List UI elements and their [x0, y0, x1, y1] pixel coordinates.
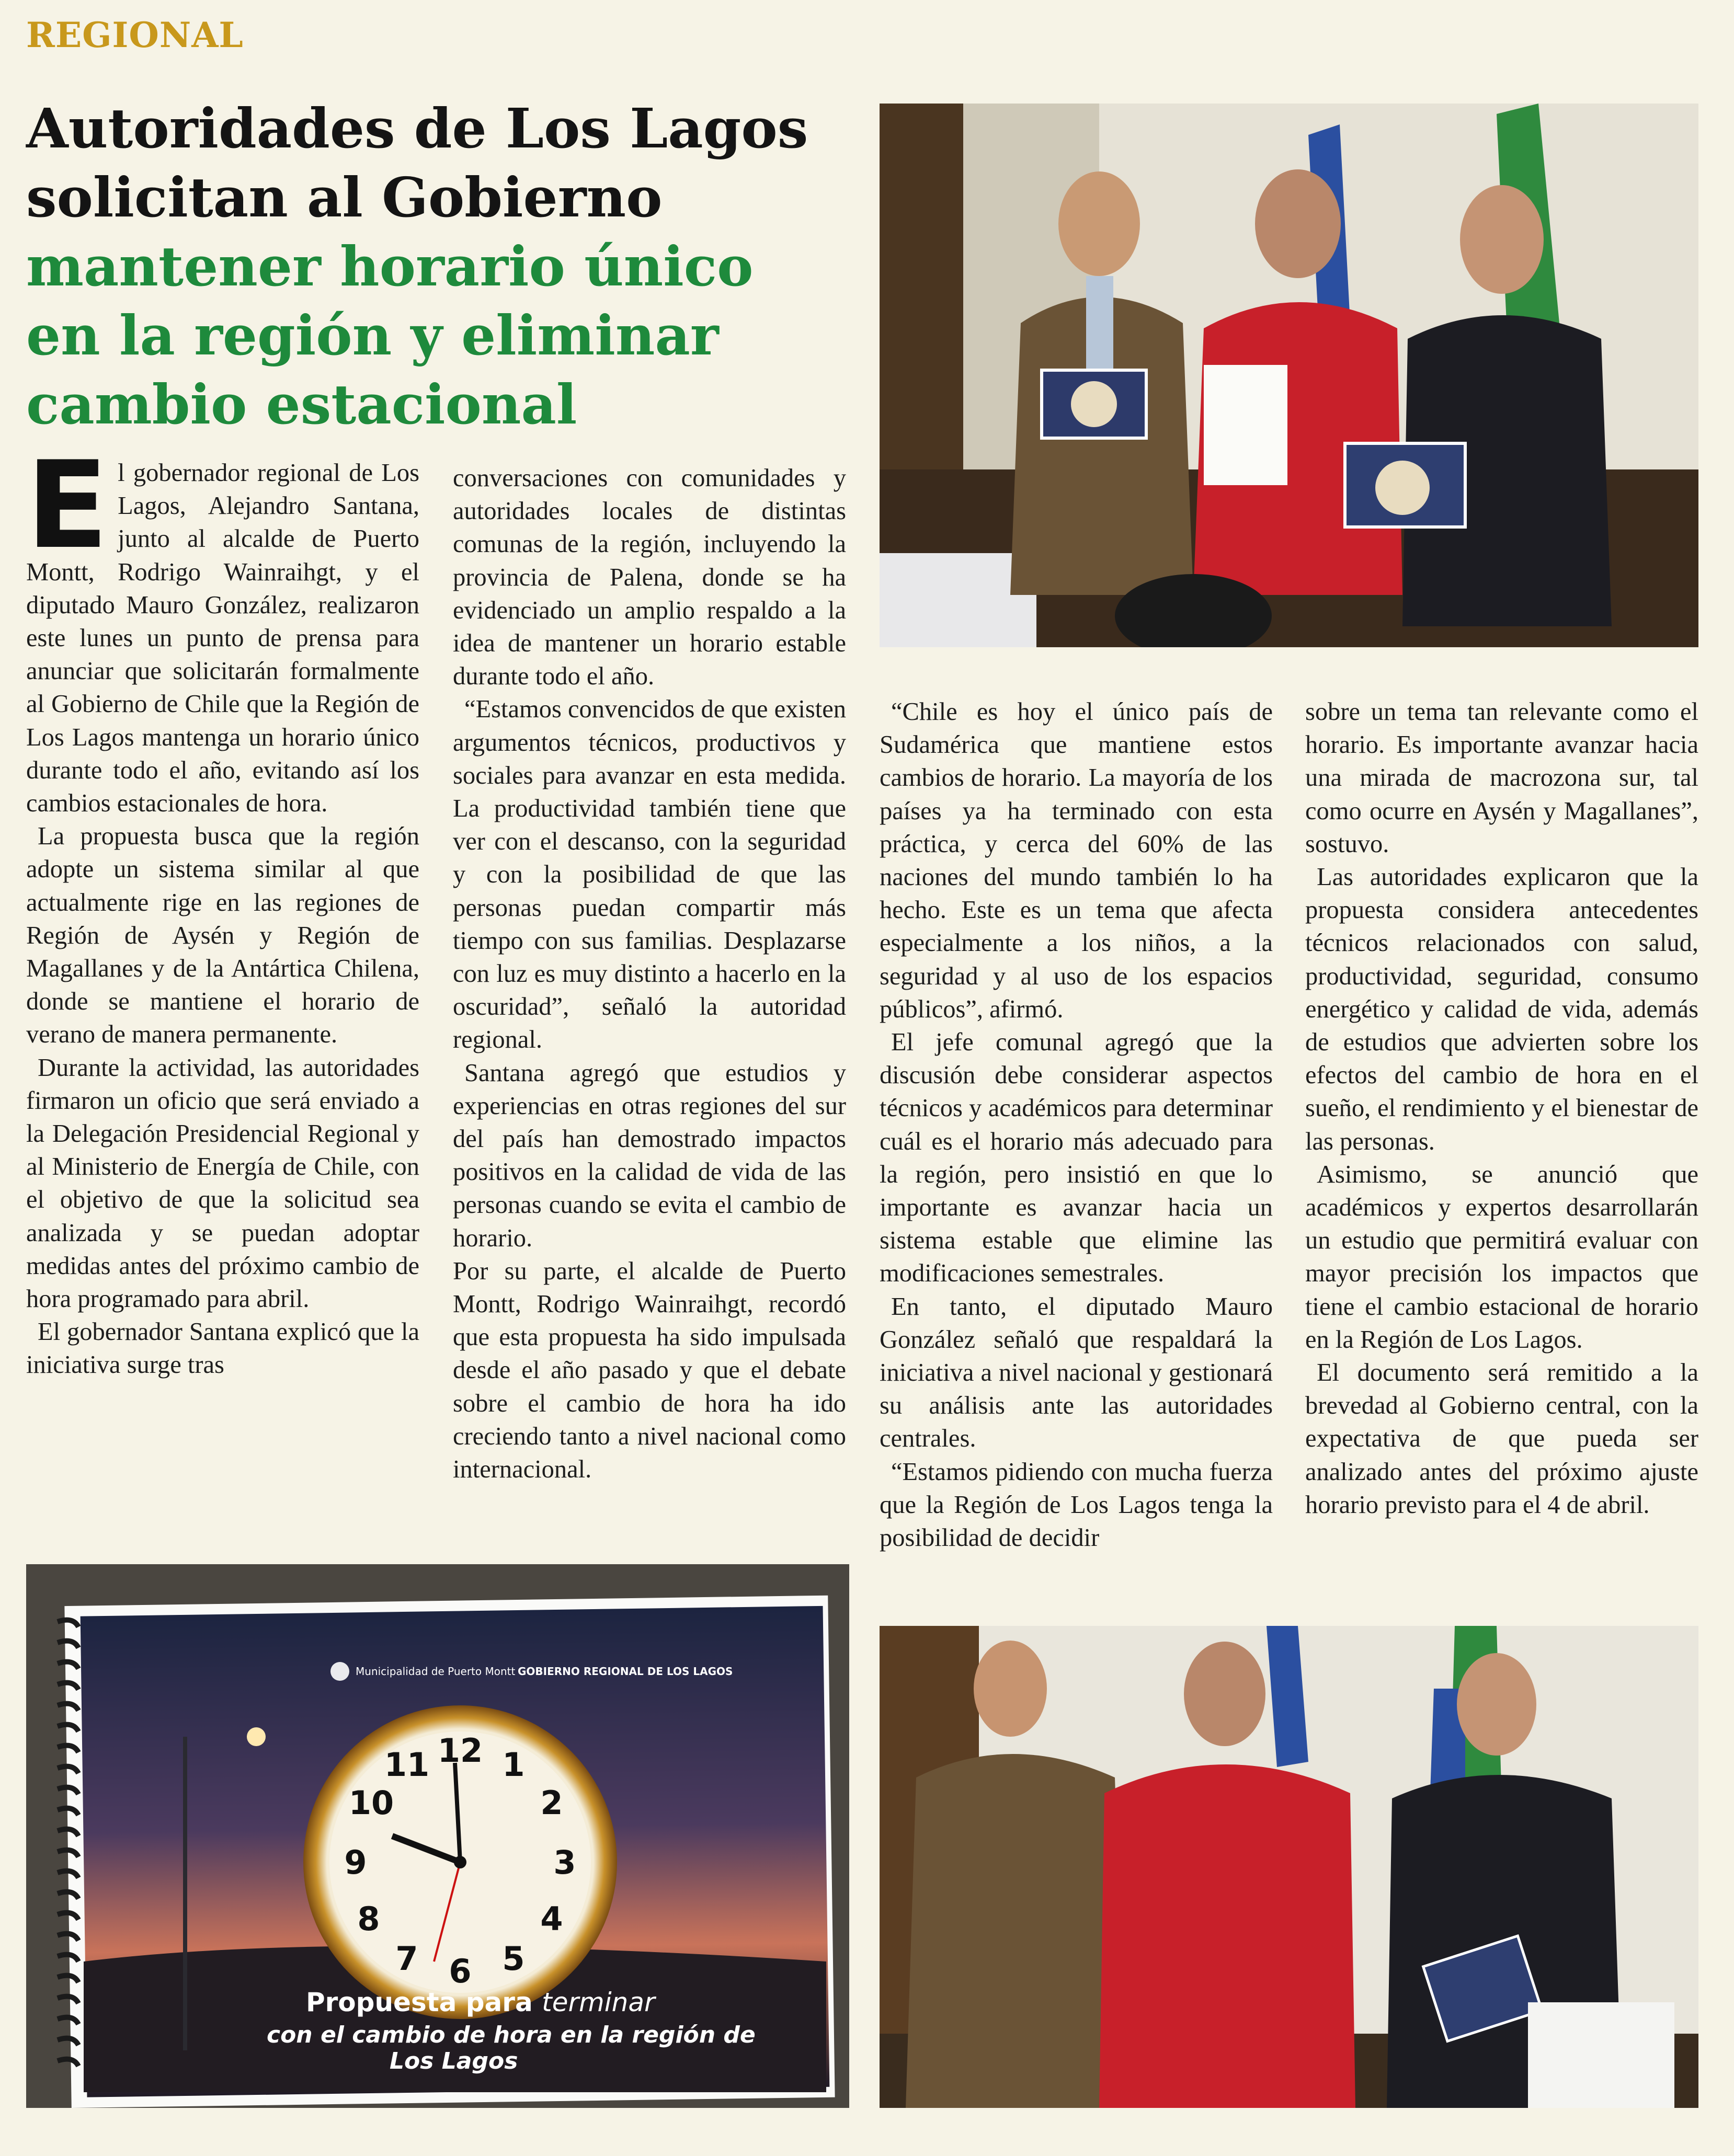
- clock-numeral: 2: [540, 1784, 563, 1822]
- clock-numeral: 3: [553, 1843, 576, 1882]
- clock-numeral: 12: [437, 1731, 483, 1770]
- headline: [26, 94, 842, 439]
- cover-title-line3: Los Lagos: [390, 2048, 518, 2074]
- clock-numeral: 5: [502, 1940, 525, 1978]
- paragraph: Santana agregó que estudios y experiencias en otras regiones del sur del país han demostrado impactos positivos en la calidad de vida de las personas cuando se evita el cambio de horario.: [453, 1059, 846, 1252]
- headline-line-green: mantener horario único: [26, 234, 754, 299]
- clock-numeral: 6: [449, 1952, 472, 1990]
- clock-numeral: 11: [384, 1746, 430, 1784]
- paragraph: “Chile es hoy el único país de Sudamérica que mantiene estos cambios de horario. La mayoría de los países ya ha terminado con esta práctica, y cerca del 60% de las naciones del mundo también lo ha hecho. Este es un tema que afecta especialmente a los niños, a la seguridad y al uso de los espacios públicos”, afirmó.: [880, 698, 1273, 1023]
- clock-numeral: 4: [540, 1900, 563, 1938]
- section-label: REGIONAL: [26, 15, 244, 55]
- photo-proposal-document: [26, 1564, 849, 2108]
- svg-text:Propuesta para termina: [306, 1987, 657, 2017]
- clock-numeral: 7: [395, 1940, 418, 1978]
- headline-line: solicitan al Gobierno: [26, 165, 663, 230]
- headline-line-green: cambio estacional: [26, 372, 577, 437]
- article-column-2: [453, 462, 846, 1523]
- cover-title-line1: Propuesta para: [306, 1987, 533, 2017]
- dropcap: E: [26, 456, 109, 576]
- cover-title-emphasis: terminar: [542, 1987, 655, 2017]
- clock-numeral: 10: [348, 1784, 394, 1822]
- paragraph: Las autoridades explicaron que la propuesta considera antecedentes técnicos relacionados con salud, productividad, seguridad, consumo energético y calidad de vida, además de estudios que advierten sobre los efectos del cambio de hora en el sueño, el rendimiento y el bienestar de las personas.: [1305, 863, 1698, 1155]
- clock-numeral: 9: [344, 1843, 367, 1882]
- paragraph: El jefe comunal agregó que la discusión debe considerar aspectos técnicos y académicos para determinar cuál es el horario más adecuado para la región, pero insistió en que lo importante es avanzar hacia un sistema estable que elimine las modificaciones semestrales.: [880, 1028, 1273, 1288]
- photo-officials-speaking: [880, 1626, 1698, 2108]
- paragraph: [26, 456, 419, 820]
- paragraph: El gobernador Santana explicó que la iniciativa surge tras: [26, 1318, 419, 1379]
- paragraph-text: l gobernador regional de Los Lagos, Alejandro Santana, junto al alcalde de Puerto Montt, Rodrigo Wainraihgt, y el diputado Mauro González, realizaron este lunes un punto de prensa para anunciar que solicitarán formalmente al Gobierno de Chile que la Región de Los Lagos mantenga un horario único durante todo el año, evitando así los cambios estacionales de hora.: [26, 459, 419, 818]
- paragraph: Por su parte, el alcalde de Puerto Montt, Rodrigo Wainraihgt, recordó que esta propuesta ha sido impulsada desde el año pasado y que el debate sobre el cambio de hora ha ido creciendo tanto a nivel nacional como internacional.: [453, 1257, 846, 1484]
- article-column-3: [880, 695, 1273, 1595]
- paragraph: conversaciones con comunidades y autoridades locales de distintas comunas de la región, incluyendo la provincia de Palena, donde se ha evidenciado un amplio respaldo a la idea de mantener un horario estable durante todo el año.: [453, 464, 846, 691]
- headline-line-green: en la región y eliminar: [26, 303, 719, 368]
- clock-numeral: 8: [357, 1900, 380, 1938]
- cover-title-line2: con el cambio de hora en la región de: [267, 2022, 756, 2048]
- paragraph: El documento será remitido a la brevedad al Gobierno central, con la expectativa de que pueda ser analizado antes del próximo ajuste horario previsto para el 4 de abril.: [1305, 1359, 1698, 1519]
- article-column-1: [26, 456, 419, 1518]
- headline-line: Autoridades de Los Lagos: [26, 96, 808, 160]
- photo-officials-holding-documents: [880, 104, 1698, 647]
- paragraph: Asimismo, se anunció que académicos y expertos desarrollarán un estudio que permitirá evaluar con mayor precisión los impactos que tiene el cambio estacional de horario en la Región de Los Lagos.: [1305, 1160, 1698, 1354]
- paragraph: “Estamos convencidos de que existen argumentos técnicos, productivos y sociales para avanzar en esta medida. La productividad también tiene que ver con el descanso, con la seguridad y con la posibilidad de que las personas puedan compartir más tiempo con sus familias. Desplazarse con luz es muy distinto a hacerlo en la oscuridad”, señaló la autoridad regional.: [453, 695, 846, 1054]
- clock-numeral: 1: [502, 1746, 525, 1784]
- paragraph: “Estamos pidiendo con mucha fuerza que la Región de Los Lagos tenga la posibilidad de decidir: [880, 1458, 1273, 1552]
- article-column-4: [1305, 695, 1698, 1595]
- paragraph: La propuesta busca que la región adopte un sistema similar al que actualmente rige en las regiones de Región de Aysén y Región de Magallanes y de la Antártica Chilena, donde se mantiene el horario de verano de manera permanente.: [26, 822, 419, 1049]
- paragraph: sobre un tema tan relevante como el horario. Es importante avanzar hacia una mirada de macrozona sur, tal como ocurre en Aysén y Magallanes”, sostuvo.: [1305, 698, 1698, 858]
- paragraph: Durante la actividad, las autoridades firmaron un oficio que será enviado a la Delegación Presidencial Regional y al Ministerio de Energía de Chile, con el objetivo de que la solicitud sea analizada y se puedan adoptar medidas antes del próximo cambio de hora programado para abril.: [26, 1053, 419, 1313]
- logo-municipality: Municipalidad de Puerto Montt: [356, 1665, 516, 1678]
- paragraph: En tanto, el diputado Mauro González señaló que respaldará la iniciativa a nivel nacional y gestionará su análisis ante las autoridades centrales.: [880, 1292, 1273, 1453]
- logo-regional-government: GOBIERNO REGIONAL DE LOS LAGOS: [518, 1665, 733, 1678]
